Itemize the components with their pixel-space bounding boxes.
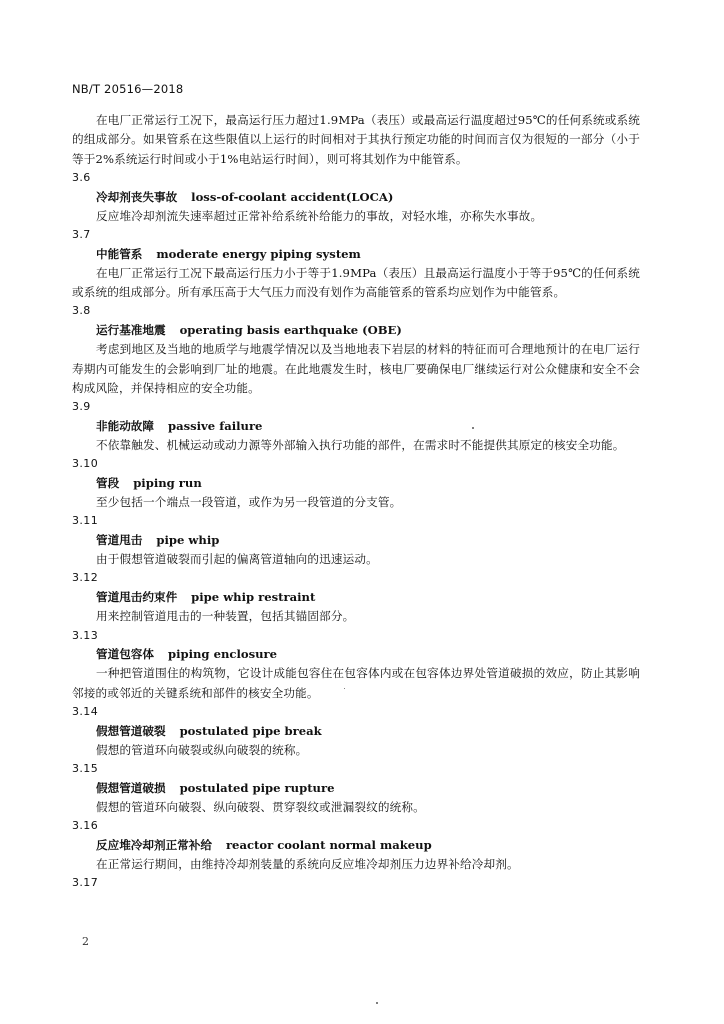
term-zh: 管道甩击约束件 (96, 590, 178, 605)
term-zh: 管道甩击 (96, 533, 143, 548)
clause-number: 3.7 (72, 228, 91, 241)
term-definition: 在正常运行期间，由维持冷却剂装量的系统向反应堆冷却剂压力边界补给冷却剂。 (96, 856, 519, 871)
term-heading (72, 474, 640, 493)
term-heading (72, 321, 640, 340)
content (72, 111, 640, 893)
clause-number: 3.11 (72, 514, 99, 528)
clause-number: 3.9 (72, 400, 91, 414)
term-zh: 管道包容体 (96, 647, 154, 662)
term-heading (72, 836, 640, 855)
entry-3-6 (72, 169, 640, 226)
scan-speck (344, 688, 345, 689)
term-en: operating basis earthquake (OBE) (179, 323, 402, 338)
term-en: postulated pipe break (179, 723, 322, 738)
page-number: 2 (82, 935, 89, 948)
term-en: piping enclosure (167, 647, 278, 662)
entry-3-10 (72, 455, 640, 512)
term-definition: 考虑到地区及当地的地质学与地震学情况以及当地地表下岩层的材料的特征而可合理地预计的在电厂运行寿期内可能发生的会影响到厂址的地震。在此地震发生时，核电厂要确保电厂继续运行对公众健康和安全不会构成风险，并保持相应的安全功能。 (72, 342, 640, 395)
term-en: reactor coolant normal makeup (225, 838, 432, 853)
entry-3-12 (72, 569, 640, 626)
term-en: postulated pipe rupture (179, 780, 335, 795)
entry-3-14 (72, 703, 640, 760)
term-heading (72, 722, 640, 741)
term-heading (72, 531, 640, 550)
scan-speck (472, 427, 474, 429)
term-definition: 一种把管道围住的构筑物，它设计成能包容住在包容体内或在包容体边界处管道破损的效应，防止其影响邻接的或邻近的关键系统和部件的核安全功能。 (72, 666, 640, 700)
term-zh: 假想管道破损 (96, 780, 166, 795)
term-definition: 用来控制管道甩击的一种装置，包括其锚固部分。 (96, 609, 355, 624)
term-definition: 假想的管道环向破裂、纵向破裂、贯穿裂纹或泄漏裂纹的统称。 (96, 799, 425, 814)
clause-number: 3.6 (72, 170, 91, 184)
term-definition: 由于假想管道破裂而引起的偏离管道轴向的迅速运动。 (96, 552, 378, 567)
scan-speck (376, 1002, 378, 1004)
term-definition: 反应堆冷却剂流失速率超过正常补给系统补给能力的事故，对轻水堆，亦称失水事故。 (96, 208, 543, 223)
term-en: loss-of-coolant accident(LOCA) (191, 189, 394, 204)
clause-number: 3.10 (72, 457, 99, 471)
term-heading (72, 417, 640, 436)
clause-number: 3.15 (72, 762, 99, 776)
term-definition: 在电厂正常运行工况下最高运行压力小于等于1.9MPa（表压）且最高运行温度小于等于95℃的任何系统或系统的组成部分。所有承压高于大气压力而没有划作为高能管系的管系均应划作为中能管系。 (72, 265, 640, 300)
term-en: pipe whip restraint (191, 590, 316, 605)
entry-3-13 (72, 627, 640, 703)
term-heading (72, 779, 640, 798)
entry-3-7 (72, 226, 640, 302)
term-heading (72, 588, 640, 607)
term-en: pipe whip (156, 533, 220, 548)
term-zh: 反应堆冷却剂正常补给 (96, 838, 212, 853)
entry-3-11 (72, 512, 640, 569)
term-zh: 运行基准地震 (96, 323, 166, 338)
clause-number: 3.14 (72, 704, 99, 718)
term-zh: 冷却剂丧失事故 (96, 189, 178, 204)
clause-number: 3.16 (72, 819, 99, 833)
term-en: piping run (133, 476, 202, 491)
entry-3-15 (72, 760, 640, 817)
term-definition: 假想的管道环向破裂或纵向破裂的统称。 (96, 742, 308, 757)
entry-3-16 (72, 817, 640, 874)
term-heading (72, 188, 640, 207)
term-definition: 不依靠触发、机械运动或动力源等外部输入执行功能的部件，在需求时不能提供其原定的核安全功能。 (96, 437, 625, 452)
term-zh: 假想管道破裂 (96, 723, 166, 738)
entry-3-8 (72, 302, 640, 398)
term-definition: 至少包括一个端点一段管道，或作为另一段管道的分支管。 (96, 495, 402, 510)
term-heading (72, 645, 640, 664)
term-heading (72, 245, 640, 264)
term-zh: 非能动故障 (96, 419, 154, 434)
clause-number: 3.13 (72, 628, 99, 642)
term-zh: 管段 (96, 476, 120, 491)
standard-code: NB/T 20516—2018 (72, 82, 184, 96)
term-en: passive failure (167, 419, 263, 434)
term-zh: 中能管系 (96, 246, 143, 261)
clause-number: 3.17 (72, 876, 99, 890)
clause-number: 3.12 (72, 571, 99, 585)
intro-paragraph: 在电厂正常运行工况下，最高运行压力超过1.9MPa（表压）或最高运行温度超过95℃的任何系统或系统的组成部分。如果管系在这些限值以上运行的时间相对于其执行预定功能的时间而言仅为很短的一部分（小于等于2%系统运行时间或小于1%电站运行时间），则可将其划作为中能管系。 (72, 113, 640, 166)
term-en: moderate energy piping system (156, 246, 361, 261)
entry-3-9 (72, 398, 640, 455)
clause-number: 3.8 (72, 304, 91, 318)
